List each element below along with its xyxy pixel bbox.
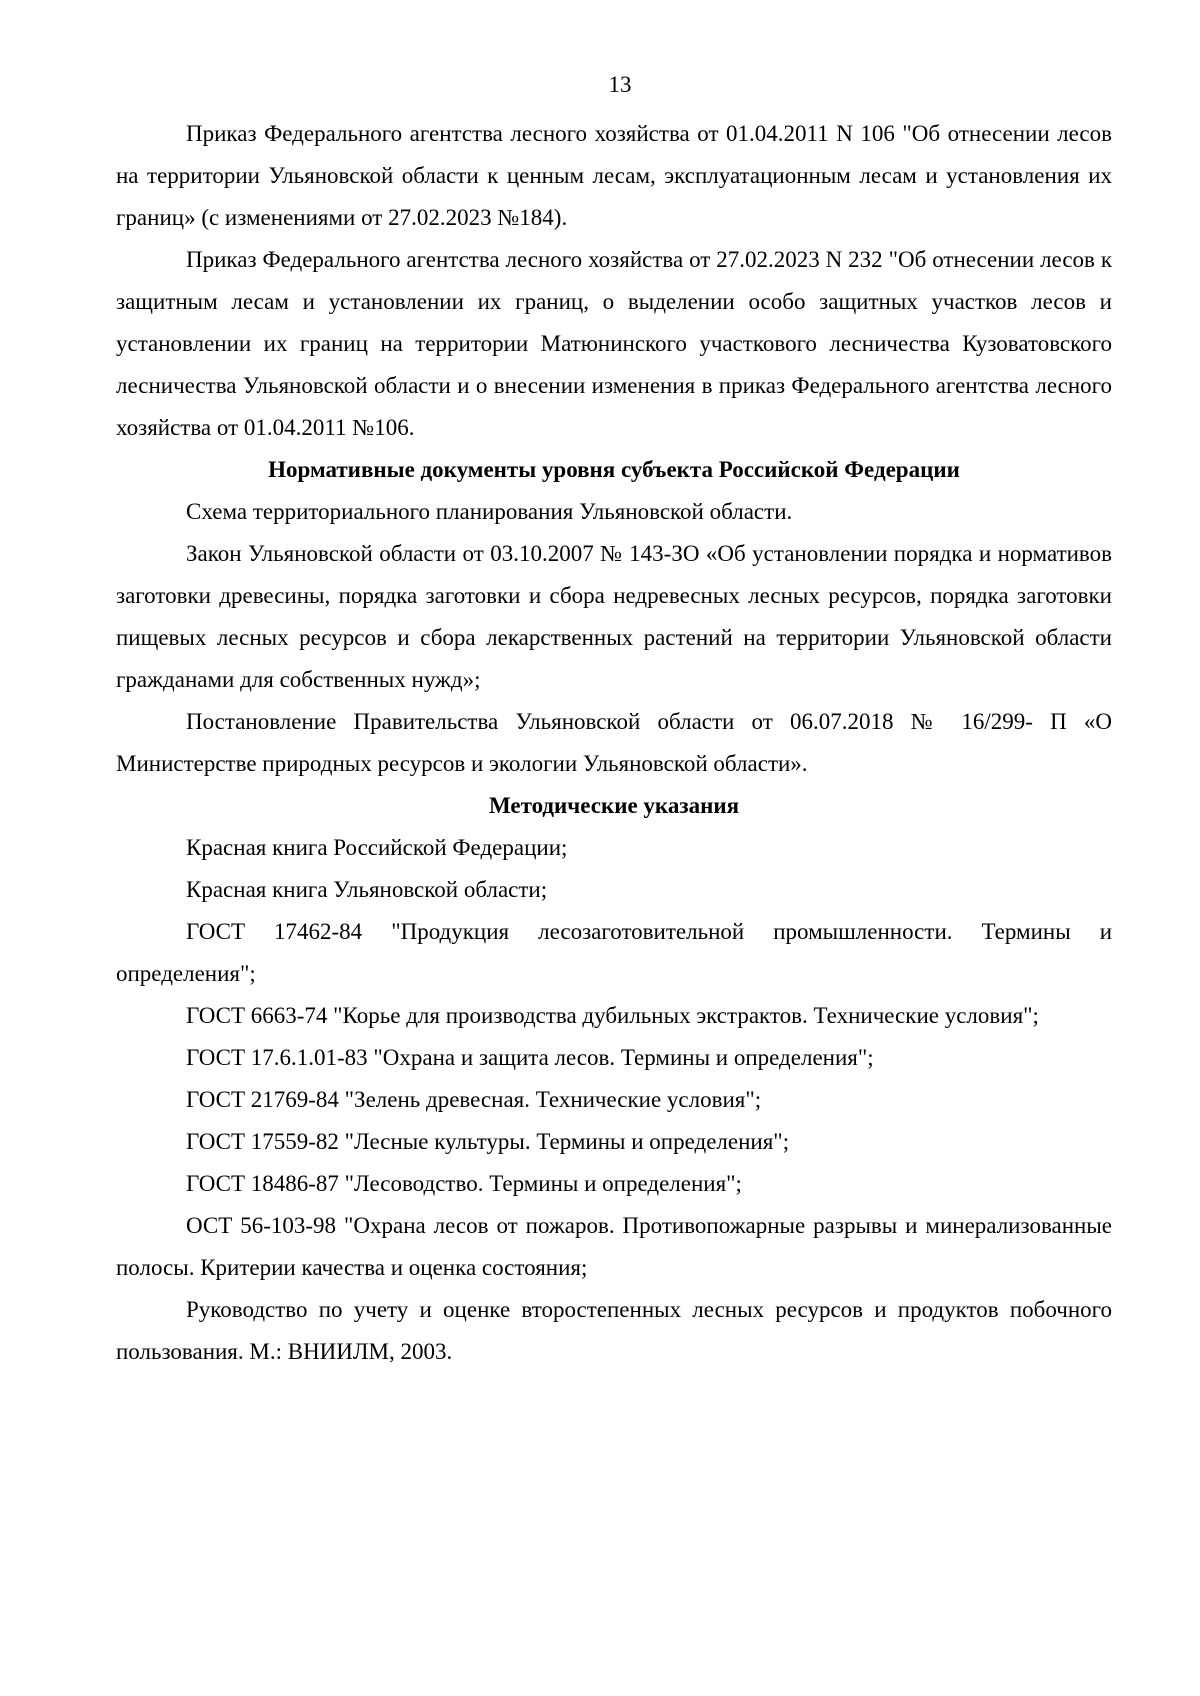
list-item-gost-17462: ГОСТ 17462-84 "Продукция лесозаготовительной промышленности. Термины и определения"; bbox=[116, 919, 1112, 986]
government-resolution-paragraph: Постановление Правительства Ульяновской области от 06.07.2018 № 16/299- П «О Министерстве природных ресурсов и экологии Ульяновской области». bbox=[116, 709, 1112, 776]
order-paragraph-protective-forests: Приказ Федерального агентства лесного хозяйства от 27.02.2023 N 232 "Об отнесении лесов к защитным лесам и установлении их границ, о выделении особо защитных участков лесов и установлении их границ на территории Матюнинского участкового лесничества Кузоватовского лесничества Ульяновской области и о внесении изменения в приказ Федерального агентства лесного хозяйства от 01.04.2011 №106. bbox=[116, 247, 1112, 440]
page-number: 13 bbox=[608, 72, 632, 97]
list-item-ost-56-103: ОСТ 56-103-98 "Охрана лесов от пожаров. Противопожарные разрывы и минерализованные полосы. Критерии качества и оценка состояния; bbox=[116, 1213, 1112, 1280]
list-item-red-book-ulyanovsk: Красная книга Ульяновской области; bbox=[186, 877, 548, 902]
territorial-planning-scheme: Схема территориального планирования Ульяновской области. bbox=[186, 499, 793, 524]
list-item-red-book-russia: Красная книга Российской Федерации; bbox=[186, 835, 568, 860]
section-heading-regional-documents: Нормативные документы уровня субъекта Российской Федерации bbox=[268, 457, 960, 482]
list-item-gost-21769: ГОСТ 21769-84 "Зелень древесная. Технические условия"; bbox=[186, 1087, 762, 1112]
section-heading-methodical-guidelines: Методические указания bbox=[488, 793, 740, 818]
list-item-gost-17559: ГОСТ 17559-82 "Лесные культуры. Термины и определения"; bbox=[186, 1129, 790, 1154]
regional-law-paragraph: Закон Ульяновской области от 03.10.2007 № 143-ЗО «Об установлении порядка и нормативов заготовки древесины, порядка заготовки и сбора недревесных лесных ресурсов, порядка заготовки пищевых лесных ресурсов и сбора лекарственных растений на территории Ульяновской области гражданами для собственных нужд»; bbox=[116, 541, 1112, 692]
order-paragraph-valuable-forests: Приказ Федерального агентства лесного хозяйства от 01.04.2011 N 106 "Об отнесении лесов на территории Ульяновской области к ценным лесам, эксплуатационным лесам и установления их границ» (с изменениями от 27.02.2023 №184). bbox=[116, 121, 1112, 230]
list-item-gost-17-6-1-01: ГОСТ 17.6.1.01-83 "Охрана и защита лесов. Термины и определения"; bbox=[186, 1045, 874, 1070]
document-body bbox=[116, 113, 1112, 1373]
list-item-gost-6663: ГОСТ 6663-74 "Корье для производства дубильных экстрактов. Технические условия"; bbox=[186, 1003, 1039, 1028]
list-item-vniilm-guide: Руководство по учету и оценке второстепенных лесных ресурсов и продуктов побочного пользования. М.: ВНИИЛМ, 2003. bbox=[116, 1297, 1112, 1364]
list-item-gost-18486: ГОСТ 18486-87 "Лесоводство. Термины и определения"; bbox=[186, 1171, 742, 1196]
